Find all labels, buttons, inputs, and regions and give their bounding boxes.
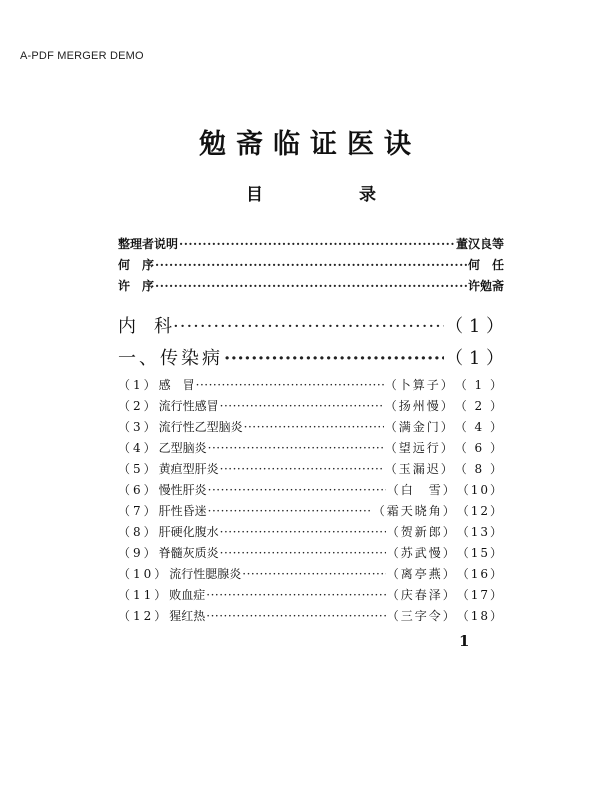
toc-entry-label: 肝硬化腹水 (158, 525, 219, 539)
toc-entry[interactable] (118, 439, 504, 456)
toc-entry-page: （ 1 ） (454, 378, 504, 392)
leader-dots (208, 441, 384, 455)
toc-entry-label: 败血症 (169, 588, 206, 602)
toc-entry[interactable] (118, 544, 504, 561)
toc-label: 何 序 (118, 258, 155, 272)
leader-dots (220, 399, 384, 413)
toc-entry-label: 感 冒 (158, 378, 195, 392)
toc-entry[interactable] (118, 418, 504, 435)
toc-entry-author: （扬州慢） (384, 399, 455, 413)
toc-entry-author: （卜算子） (384, 378, 455, 392)
toc-entry-author: （离亭燕） (386, 567, 457, 581)
toc-entry-label: 流行性感冒 (158, 399, 219, 413)
toc-entry-page: （ 2 ） (454, 399, 504, 413)
toc-entry-author: （苏武慢） (386, 546, 457, 560)
toc-entry-page: （ 6 ） (454, 441, 504, 455)
toc-entry[interactable] (118, 523, 504, 540)
toc-entry-author: （三字令） (386, 609, 457, 623)
leader-dots (179, 237, 455, 251)
toc-entry-page: （ 4 ） (454, 420, 504, 434)
leader-dots (206, 609, 385, 623)
toc-entry[interactable] (118, 460, 504, 477)
toc-entry-label: 脊髓灰质炎 (158, 546, 219, 560)
toc-front-matter-item[interactable] (118, 256, 504, 273)
toc-entry-page: （ 8 ） (454, 462, 504, 476)
toc-category-label: 一、传染病 (118, 348, 223, 369)
toc-section-label: 内 科 (118, 316, 172, 337)
leader-dots (220, 525, 386, 539)
toc-page: （ 1 ） (445, 316, 504, 337)
contents-heading (246, 180, 376, 205)
toc-entry[interactable] (118, 376, 504, 393)
toc-entry-page: （16） (456, 567, 504, 581)
toc-label: 整理者说明 (118, 237, 179, 251)
leader-dots (242, 567, 385, 581)
toc-entry-label: 乙型脑炎 (158, 441, 207, 455)
toc-entry-number: （5） (118, 462, 159, 476)
toc-entry[interactable] (118, 481, 504, 498)
toc-entry-author: （贺新郎） (386, 525, 457, 539)
toc-entry-number: （2） (118, 399, 159, 413)
contents-heading-right: 录 (359, 185, 376, 205)
toc-entry-number: （10） (118, 567, 170, 581)
toc-author: 何 任 (467, 258, 504, 272)
toc-entry[interactable] (118, 607, 504, 624)
page-number: 1 (459, 632, 470, 650)
toc-entry-label: 黄疸型肝炎 (158, 462, 219, 476)
toc-entry-author: （霜天晓角） (372, 504, 457, 518)
toc-entry-label: 肝性昏迷 (158, 504, 207, 518)
toc-front-matter-item[interactable] (118, 277, 504, 294)
toc-entry[interactable] (118, 565, 504, 582)
leader-dots (155, 258, 467, 272)
toc-category[interactable] (118, 344, 504, 370)
toc-entry-page: （12） (456, 504, 504, 518)
toc-entry-label: 流行性腮腺炎 (169, 567, 242, 581)
leader-dots (224, 348, 444, 369)
watermark-text: A-PDF MERGER DEMO (20, 50, 144, 62)
toc-entry-number: （7） (118, 504, 159, 518)
toc-entry[interactable] (118, 586, 504, 603)
toc-page: （ 1 ） (445, 348, 504, 369)
toc-entry-number: （8） (118, 525, 159, 539)
toc-entry[interactable] (118, 397, 504, 414)
leader-dots (155, 279, 467, 293)
toc-entry-author: （望远行） (384, 441, 455, 455)
leader-dots (173, 316, 444, 337)
toc-author: 董汉良等 (455, 237, 504, 251)
toc-author: 许勉斋 (467, 279, 504, 293)
toc-entry-label: 流行性乙型脑炎 (158, 420, 243, 434)
toc-entry-number: （6） (118, 483, 159, 497)
leader-dots (244, 420, 384, 434)
toc-entry-author: （玉漏迟） (384, 462, 455, 476)
toc-entry-author: （庆春泽） (386, 588, 457, 602)
toc-entry-number: （4） (118, 441, 159, 455)
toc-entry-page: （17） (456, 588, 504, 602)
leader-dots (206, 588, 385, 602)
toc-section[interactable] (118, 312, 504, 338)
toc-entry-number: （12） (118, 609, 170, 623)
toc-entry-number: （1） (118, 378, 159, 392)
toc-front-matter-item[interactable] (118, 235, 504, 252)
toc-entry-page: （13） (456, 525, 504, 539)
contents-heading-left: 目 (246, 185, 263, 205)
leader-dots (208, 483, 386, 497)
book-title: 勉斋临证医诀 (199, 129, 421, 160)
leader-dots (220, 546, 386, 560)
toc-entry-label: 慢性肝炎 (158, 483, 207, 497)
leader-dots (220, 462, 384, 476)
toc-entry-page: （18） (456, 609, 504, 623)
toc-entry-author: （满金门） (384, 420, 455, 434)
leader-dots (196, 378, 384, 392)
toc-entry-number: （11） (118, 588, 170, 602)
leader-dots (208, 504, 372, 518)
toc-entry[interactable] (118, 502, 504, 519)
toc-label: 许 序 (118, 279, 155, 293)
toc-entry-page: （15） (456, 546, 504, 560)
toc-entry-label: 猩红热 (169, 609, 206, 623)
toc-entry-number: （3） (118, 420, 159, 434)
toc-entry-number: （9） (118, 546, 159, 560)
toc-entry-page: （10） (456, 483, 504, 497)
toc-entry-author: （白 雪） (386, 483, 457, 497)
